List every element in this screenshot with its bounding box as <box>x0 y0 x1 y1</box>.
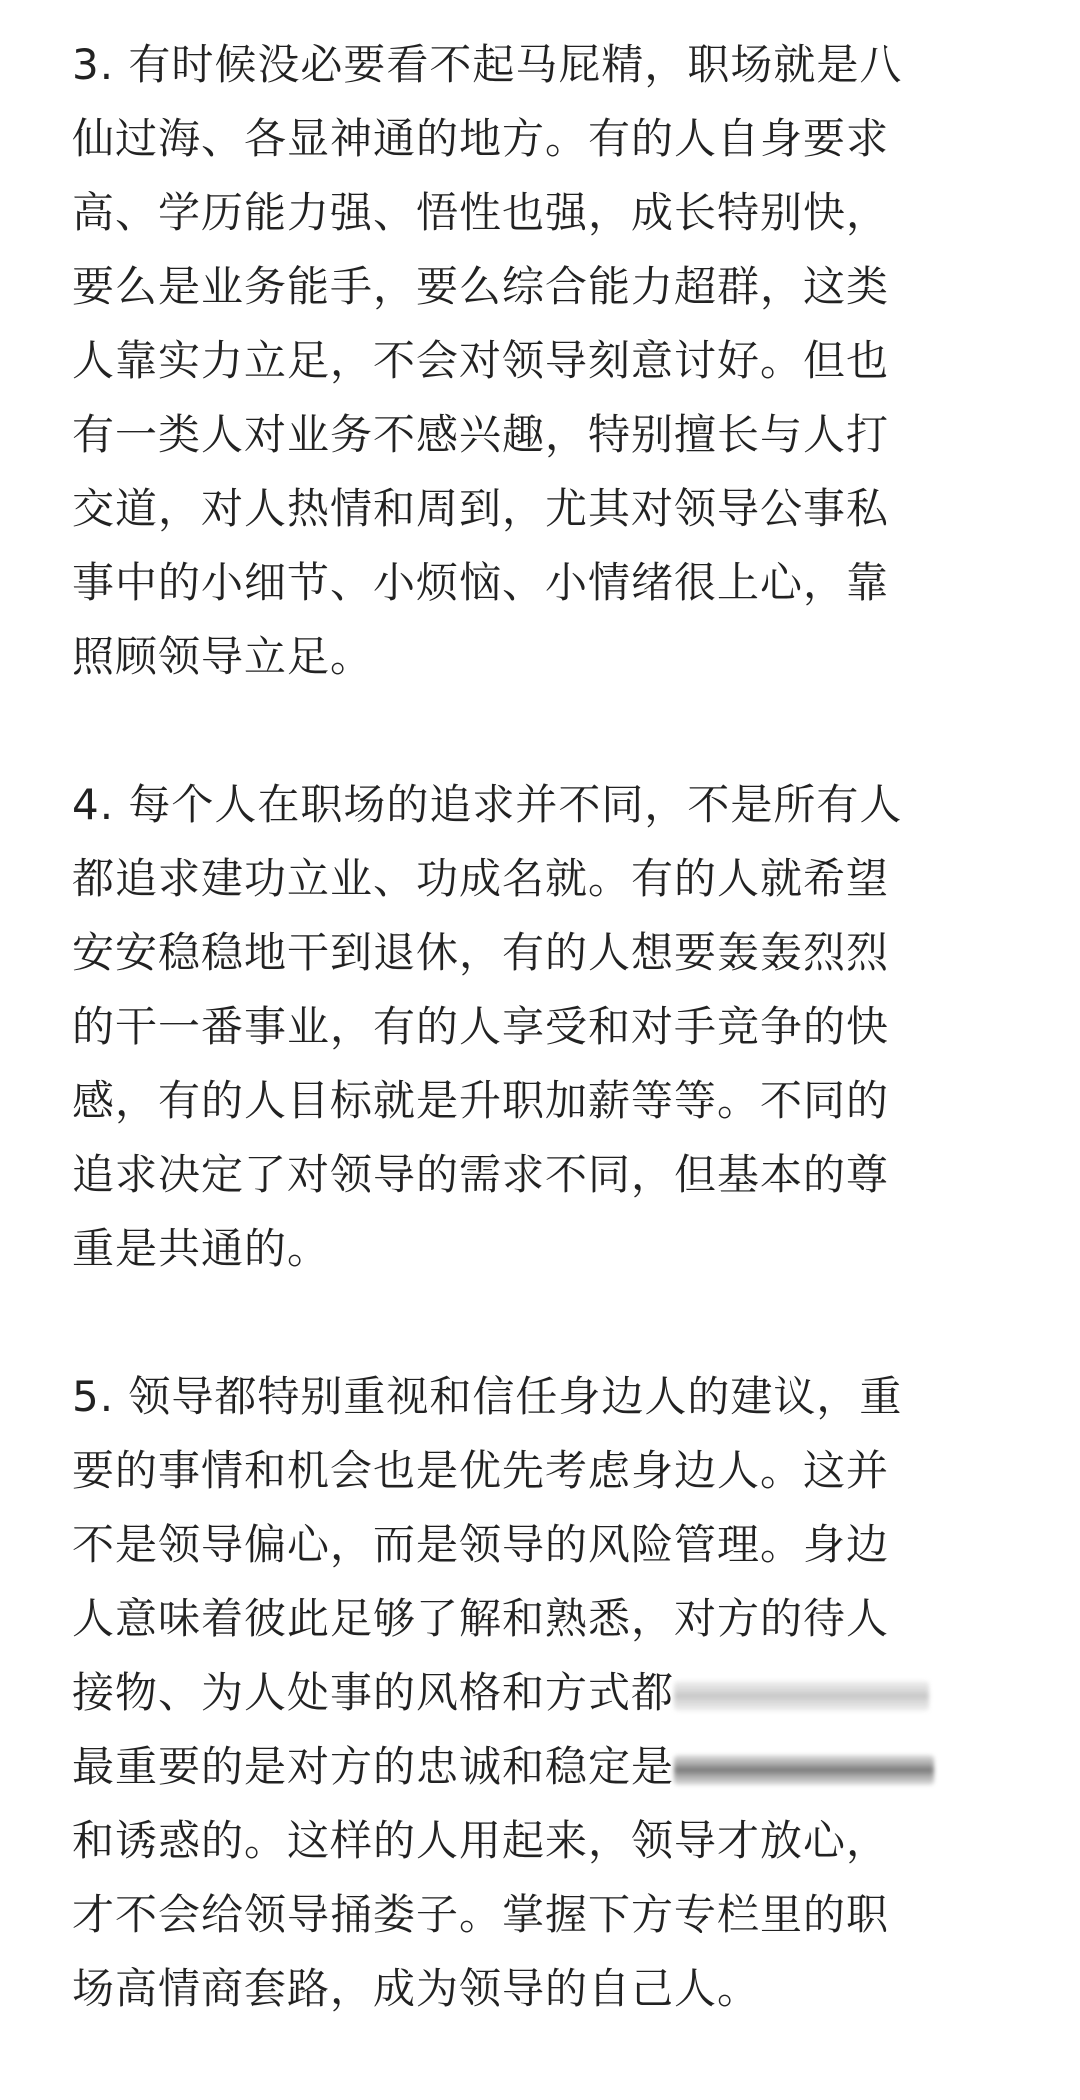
text-line: 交道，对人热情和周到，尤其对领导公事私 <box>72 484 890 533</box>
text-line: 高、学历能力强、悟性也强，成长特别快， <box>72 188 890 237</box>
text-line: 照顾领导立足。 <box>72 632 374 681</box>
text-line: 有一类人对业务不感兴趣，特别擅长与人打 <box>72 410 890 459</box>
text-line: 5. 领导都特别重视和信任身边人的建议，重 <box>72 1372 903 1421</box>
paragraph-5 <box>72 1360 984 2026</box>
text-line-with-redaction <box>72 1742 934 1791</box>
text-line: 人意味着彼此足够了解和熟悉，对方的待人 <box>72 1594 890 1643</box>
text-line: 追求决定了对领导的需求不同，但基本的尊 <box>72 1150 890 1199</box>
text-line: 才不会给领导捅娄子。掌握下方专栏里的职 <box>72 1890 890 1939</box>
paragraph-4 <box>72 768 984 1286</box>
text-line: 要的事情和机会也是优先考虑身边人。这并 <box>72 1446 890 1495</box>
text-line: 重是共通的。 <box>72 1224 331 1273</box>
text-line: 都追求建功立业、功成名就。有的人就希望 <box>72 854 890 903</box>
text-line: 接物、为人处事的风格和方式都 <box>72 1668 675 1717</box>
paragraph-3 <box>72 28 984 694</box>
text-line: 人靠实力立足，不会对领导刻意讨好。但也 <box>72 336 890 385</box>
text-line: 安安稳稳地干到退休，有的人想要轰轰烈烈 <box>72 928 890 977</box>
text-line-with-redaction <box>72 1668 929 1717</box>
text-line: 不是领导偏心，而是领导的风险管理。身边 <box>72 1520 890 1569</box>
text-line: 4. 每个人在职场的追求并不同，不是所有人 <box>72 780 903 829</box>
text-line: 3. 有时候没必要看不起马屁精，职场就是八 <box>72 40 903 89</box>
redaction-blur <box>674 1681 929 1711</box>
text-line: 要么是业务能手，要么综合能力超群，这类 <box>72 262 890 311</box>
text-line: 场高情商套路，成为领导的自己人。 <box>72 1964 761 2013</box>
article-body <box>72 28 984 2100</box>
redaction-blur <box>674 1755 934 1785</box>
text-line: 和诱惑的。这样的人用起来，领导才放心， <box>72 1816 890 1865</box>
text-line: 仙过海、各显神通的地方。有的人自身要求 <box>72 114 890 163</box>
text-line: 感，有的人目标就是升职加薪等等。不同的 <box>72 1076 890 1125</box>
text-line: 最重要的是对方的忠诚和稳定是 <box>72 1742 675 1791</box>
text-line: 的干一番事业，有的人享受和对手竞争的快 <box>72 1002 890 1051</box>
text-line: 事中的小细节、小烦恼、小情绪很上心，靠 <box>72 558 890 607</box>
